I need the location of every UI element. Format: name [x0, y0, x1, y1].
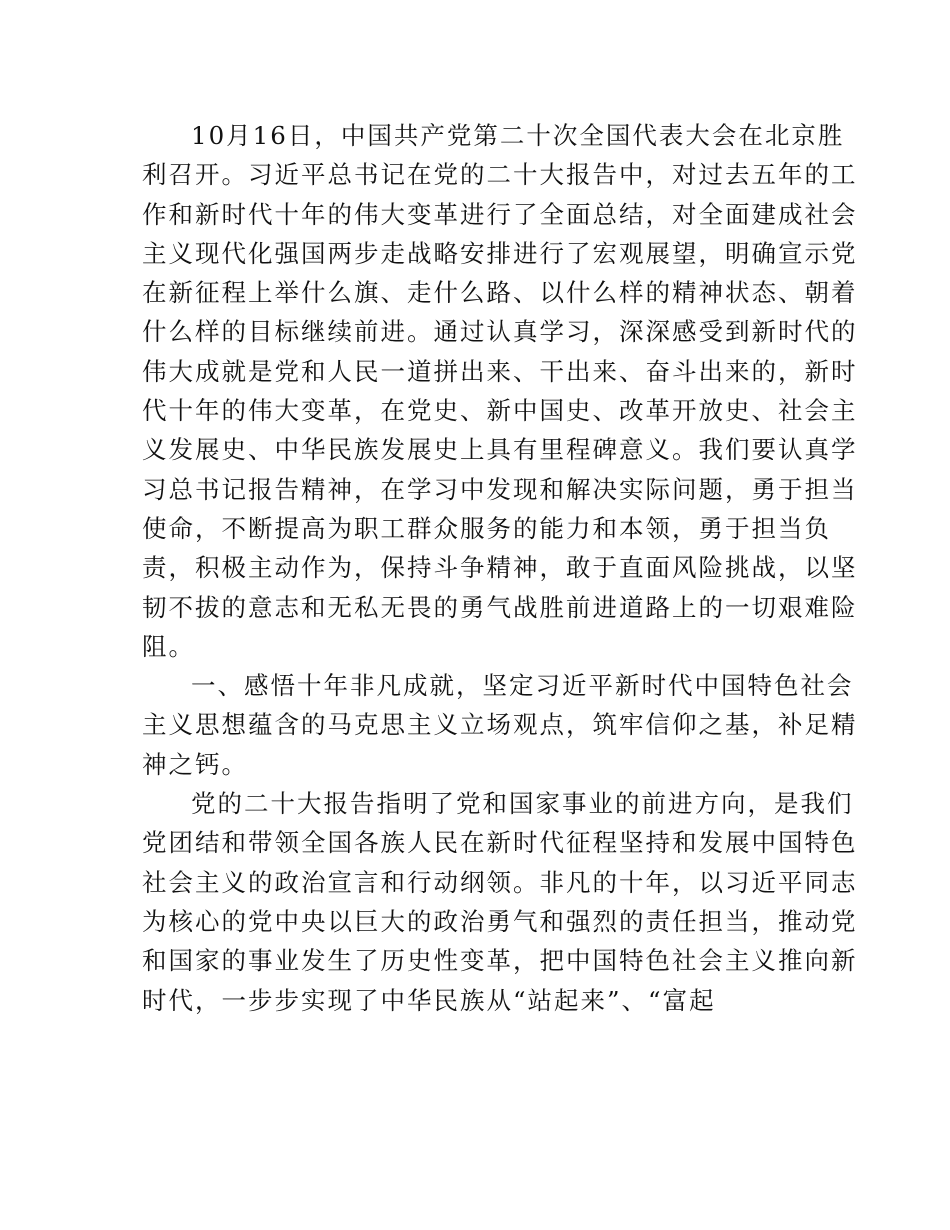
text-line: 作和新时代十年的伟大变革进行了全面总结，对全面建成社会	[142, 199, 858, 229]
text-line: 利召开。习近平总书记在党的二十大报告中，对过去五年的工	[142, 160, 858, 190]
text-line: 神之钙。	[142, 749, 248, 779]
text-line: 习总书记报告精神，在学习中发现和解决实际问题，勇于担当	[142, 474, 858, 504]
paragraph-body-1	[142, 784, 858, 1020]
section-heading-1	[142, 666, 858, 784]
text-line: 义发展史、中华民族发展史上具有里程碑意义。我们要认真学	[142, 435, 858, 465]
text-line: 阻。	[142, 631, 195, 661]
paragraph-intro	[142, 116, 858, 666]
text-line: 责，积极主动作为，保持斗争精神，敢于直面风险挑战，以坚	[142, 553, 858, 583]
text-line: 一、感悟十年非凡成就，坚定习近平新时代中国特色社会	[191, 671, 854, 701]
text-line: 党团结和带领全国各族人民在新时代征程坚持和发展中国特色	[142, 828, 858, 858]
document-body	[142, 116, 858, 1020]
text-line: 伟大成就是党和人民一道拼出来、干出来、奋斗出来的，新时	[142, 356, 858, 386]
text-line: 10月16日，中国共产党第二十次全国代表大会在北京胜	[191, 121, 845, 150]
text-line: 时代，一步步实现了中华民族从“站起来”、“富起	[142, 985, 716, 1015]
text-line: 为核心的党中央以巨大的政治勇气和强烈的责任担当，推动党	[142, 906, 858, 936]
text-line: 主义现代化强国两步走战略安排进行了宏观展望，明确宣示党	[142, 238, 858, 268]
text-line: 什么样的目标继续前进。通过认真学习，深深感受到新时代的	[142, 317, 858, 347]
text-line: 社会主义的政治宣言和行动纲领。非凡的十年，以习近平同志	[142, 867, 858, 897]
text-line: 使命，不断提高为职工群众服务的能力和本领，勇于担当负	[142, 513, 831, 543]
text-line: 韧不拔的意志和无私无畏的勇气战胜前进道路上的一切艰难险	[142, 592, 858, 622]
text-line: 和国家的事业发生了历史性变革，把中国特色社会主义推向新	[142, 946, 858, 976]
text-line: 代十年的伟大变革，在党史、新中国史、改革开放史、社会主	[142, 396, 858, 426]
text-line: 党的二十大报告指明了党和国家事业的前进方向，是我们	[191, 789, 854, 819]
text-line: 在新征程上举什么旗、走什么路、以什么样的精神状态、朝着	[142, 278, 858, 308]
text-line: 主义思想蕴含的马克思主义立场观点，筑牢信仰之基，补足精	[142, 710, 858, 740]
